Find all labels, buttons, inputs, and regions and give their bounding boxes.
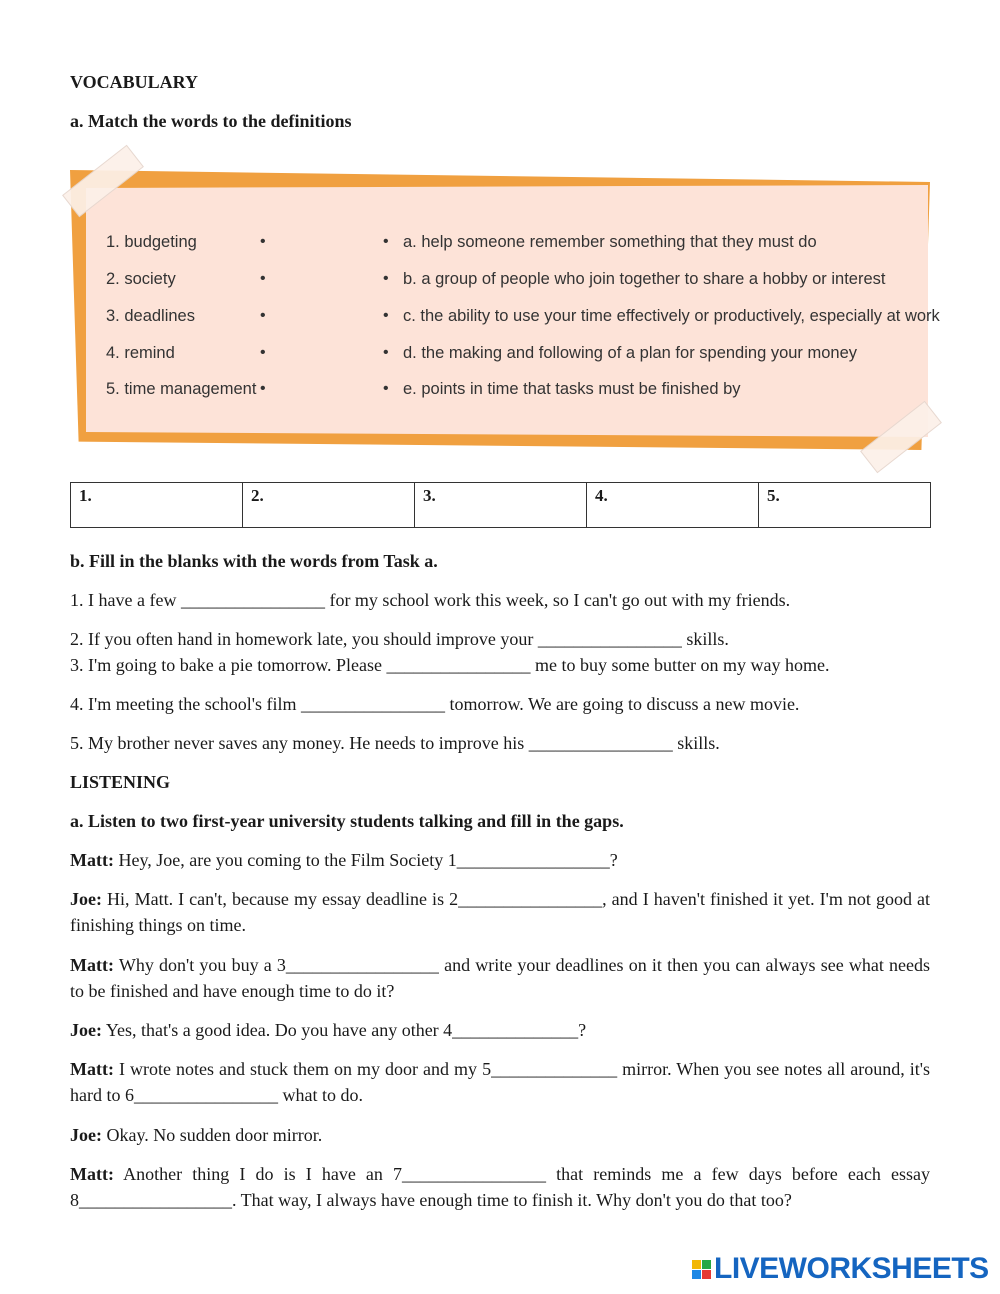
- match-definition-a: a. help someone remember something that they must do: [403, 233, 817, 251]
- dialogue-line-7[interactable]: [70, 1161, 930, 1213]
- match-word-1: 1. budgeting: [106, 233, 197, 251]
- match-dot-left-3[interactable]: •: [260, 307, 266, 324]
- match-dot-left-1[interactable]: •: [260, 233, 266, 250]
- speaker-label: Matt:: [70, 1164, 114, 1184]
- match-dot-right-d[interactable]: •: [383, 344, 389, 361]
- answer-row: [71, 483, 931, 528]
- logo-square-1: [692, 1260, 701, 1269]
- dialogue-text[interactable]: Hey, Joe, are you coming to the Film Society 1_________________?: [118, 850, 618, 870]
- speaker-label: Joe:: [70, 889, 102, 909]
- speaker-label: Matt:: [70, 1059, 114, 1079]
- dialogue-line-1[interactable]: [70, 847, 930, 873]
- match-word-4: 4. remind: [106, 344, 175, 362]
- answer-cell-3[interactable]: 3.: [415, 483, 587, 528]
- fill-sentence-5[interactable]: 5. My brother never saves any money. He needs to improve his ________________ skills.: [70, 733, 720, 753]
- dialogue-text[interactable]: Okay. No sudden door mirror.: [106, 1125, 323, 1145]
- speaker-label: Joe:: [70, 1125, 102, 1145]
- vocabulary-heading: VOCABULARY: [70, 72, 199, 92]
- match-definition-e: e. points in time that tasks must be finished by: [403, 380, 741, 398]
- answer-table: [70, 482, 931, 528]
- match-definition-c: c. the ability to use your time effectively or productively, especially at work: [403, 307, 940, 325]
- logo-square-3: [692, 1270, 701, 1279]
- match-dot-right-b[interactable]: •: [383, 270, 389, 287]
- match-word-5: 5. time management: [106, 380, 257, 398]
- dialogue-line-6[interactable]: [70, 1122, 930, 1148]
- match-dot-right-c[interactable]: •: [383, 307, 389, 324]
- liveworksheets-logo: [692, 1254, 989, 1284]
- logo-square-4: [702, 1270, 711, 1279]
- dialogue-text[interactable]: Hi, Matt. I can't, because my essay deadline is 2________________, and I haven't finished it yet. I'm not good at finishing things on time.: [70, 889, 931, 935]
- match-dot-right-a[interactable]: •: [383, 233, 389, 250]
- match-definition-b: b. a group of people who join together to share a hobby or interest: [403, 270, 886, 288]
- dialogue-line-4[interactable]: [70, 1017, 930, 1043]
- speaker-label: Matt:: [70, 955, 114, 975]
- dialogue-line-2[interactable]: [70, 886, 930, 938]
- fill-sentence-3[interactable]: 3. I'm going to bake a pie tomorrow. Please ________________ me to buy some butter on my way home.: [70, 655, 830, 675]
- dialogue-line-5[interactable]: [70, 1056, 930, 1108]
- logo-square-2: [702, 1260, 711, 1269]
- match-box: [70, 155, 940, 465]
- fill-sentence-1[interactable]: 1. I have a few ________________ for my school work this week, so I can't go out with my friends.: [70, 590, 791, 610]
- listening-task-a-instruction: a. Listen to two first-year university students talking and fill in the gaps.: [70, 811, 624, 831]
- dialogue-text[interactable]: Another thing I do is I have an 7________________ that reminds me a few days before each essay 8_________________. That way, I always have enough time to finish it. Why don't you do that too?: [70, 1164, 930, 1210]
- dialogue-text[interactable]: Why don't you buy a 3_________________ and write your deadlines on it then you can always see what needs to be finished and have enough time to do it?: [70, 955, 930, 1001]
- answer-cell-2[interactable]: 2.: [243, 483, 415, 528]
- speaker-label: Matt:: [70, 850, 114, 870]
- answer-cell-1[interactable]: 1.: [71, 483, 243, 528]
- match-word-3: 3. deadlines: [106, 307, 195, 325]
- speaker-label: Joe:: [70, 1020, 102, 1040]
- liveworksheets-logo-text: LIVEWORKSHEETS: [714, 1252, 989, 1285]
- liveworksheets-logo-icon: [692, 1260, 711, 1279]
- task-b-instruction: b. Fill in the blanks with the words from Task a.: [70, 551, 438, 571]
- dialogue-text[interactable]: I wrote notes and stuck them on my door and my 5______________ mirror. When you see notes all around, it's hard to 6________________ what to do.: [70, 1059, 931, 1105]
- answer-cell-4[interactable]: 4.: [587, 483, 759, 528]
- match-dot-left-4[interactable]: •: [260, 344, 266, 361]
- match-dot-right-e[interactable]: •: [383, 380, 389, 397]
- fill-sentence-2[interactable]: 2. If you often hand in homework late, you should improve your ________________ skills.: [70, 629, 729, 649]
- task-a-instruction: a. Match the words to the definitions: [70, 111, 352, 131]
- dialogue-text[interactable]: Yes, that's a good idea. Do you have any other 4______________?: [105, 1020, 587, 1040]
- match-word-2: 2. society: [106, 270, 176, 288]
- match-definition-d: d. the making and following of a plan for spending your money: [403, 344, 858, 362]
- listening-heading: LISTENING: [70, 772, 171, 792]
- fill-sentence-4[interactable]: 4. I'm meeting the school's film ________________ tomorrow. We are going to discuss a new movie.: [70, 694, 800, 714]
- answer-cell-5[interactable]: 5.: [759, 483, 931, 528]
- match-dot-left-5[interactable]: •: [260, 380, 266, 397]
- match-dot-left-2[interactable]: •: [260, 270, 266, 287]
- dialogue-line-3[interactable]: [70, 952, 930, 1004]
